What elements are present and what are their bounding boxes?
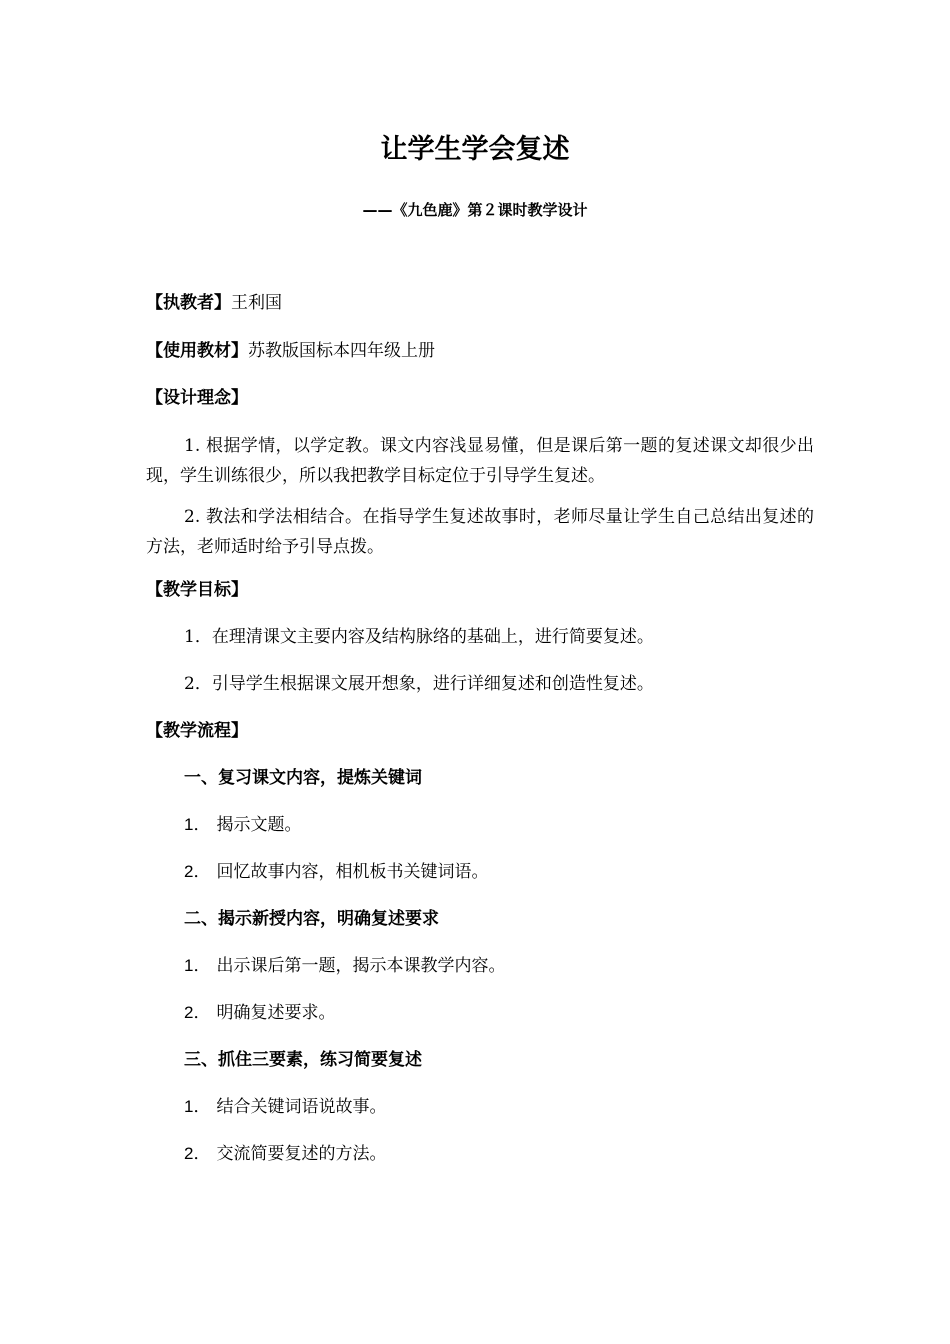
goal-item-1: 1．在理清课文主要内容及结构脉络的基础上，进行简要复述。 [184, 627, 654, 647]
process-section-1-item-1 [184, 810, 814, 840]
item-number: 1． [184, 1097, 211, 1116]
concept-paragraph-2: 2. 教法和学法相结合。在指导学生复述故事时，老师尽量让学生自己总结出复述的方法，老师适时给予引导点拨。 [146, 507, 814, 557]
item-number: 2． [184, 862, 211, 881]
process-section-3-item-1 [184, 1092, 814, 1122]
item-text: 出示课后第一题，揭示本课教学内容。 [216, 956, 506, 976]
teacher-label: 【执教者】 [146, 293, 231, 313]
item-number: 1． [184, 815, 211, 834]
item-text: 明确复述要求。 [216, 1003, 336, 1023]
goals-heading: 【教学目标】 [146, 580, 248, 600]
goal-item-2: 2．引导学生根据课文展开想象，进行详细复述和创造性复述。 [184, 674, 654, 694]
textbook-label: 【使用教材】 [146, 341, 248, 361]
process-section-2-item-2 [184, 998, 814, 1028]
teacher-line [146, 288, 814, 318]
textbook-line [146, 336, 814, 366]
process-heading: 【教学流程】 [146, 721, 248, 741]
process-section-1-heading: 一、复习课文内容，提炼关键词 [184, 768, 422, 788]
page-title: 让学生学会复述 [380, 134, 570, 165]
process-section-3-heading: 三、抓住三要素，练习简要复述 [184, 1050, 422, 1070]
concept-heading: 【设计理念】 [146, 388, 248, 408]
item-number: 2． [184, 1144, 211, 1163]
item-text: 揭示文题。 [216, 815, 302, 835]
process-section-1-item-2 [184, 857, 814, 887]
process-section-3-item-2 [184, 1139, 814, 1169]
item-number: 1． [184, 956, 211, 975]
teacher-name: 王利国 [231, 293, 282, 313]
item-number: 2． [184, 1003, 211, 1022]
item-text: 交流简要复述的方法。 [216, 1144, 387, 1164]
textbook-name: 苏教版国标本四年级上册 [248, 341, 435, 361]
page-subtitle: ——《九色鹿》第２课时教学设计 [362, 201, 588, 219]
process-section-2-item-1 [184, 951, 814, 981]
concept-paragraph-1: 1. 根据学情，以学定教。课文内容浅显易懂，但是课后第一题的复述课文却很少出现，学生训练很少，所以我把教学目标定位于引导学生复述。 [146, 436, 814, 486]
item-text: 结合关键词语说故事。 [216, 1097, 387, 1117]
item-text: 回忆故事内容，相机板书关键词语。 [216, 862, 489, 882]
process-section-2-heading: 二、揭示新授内容，明确复述要求 [184, 909, 439, 929]
